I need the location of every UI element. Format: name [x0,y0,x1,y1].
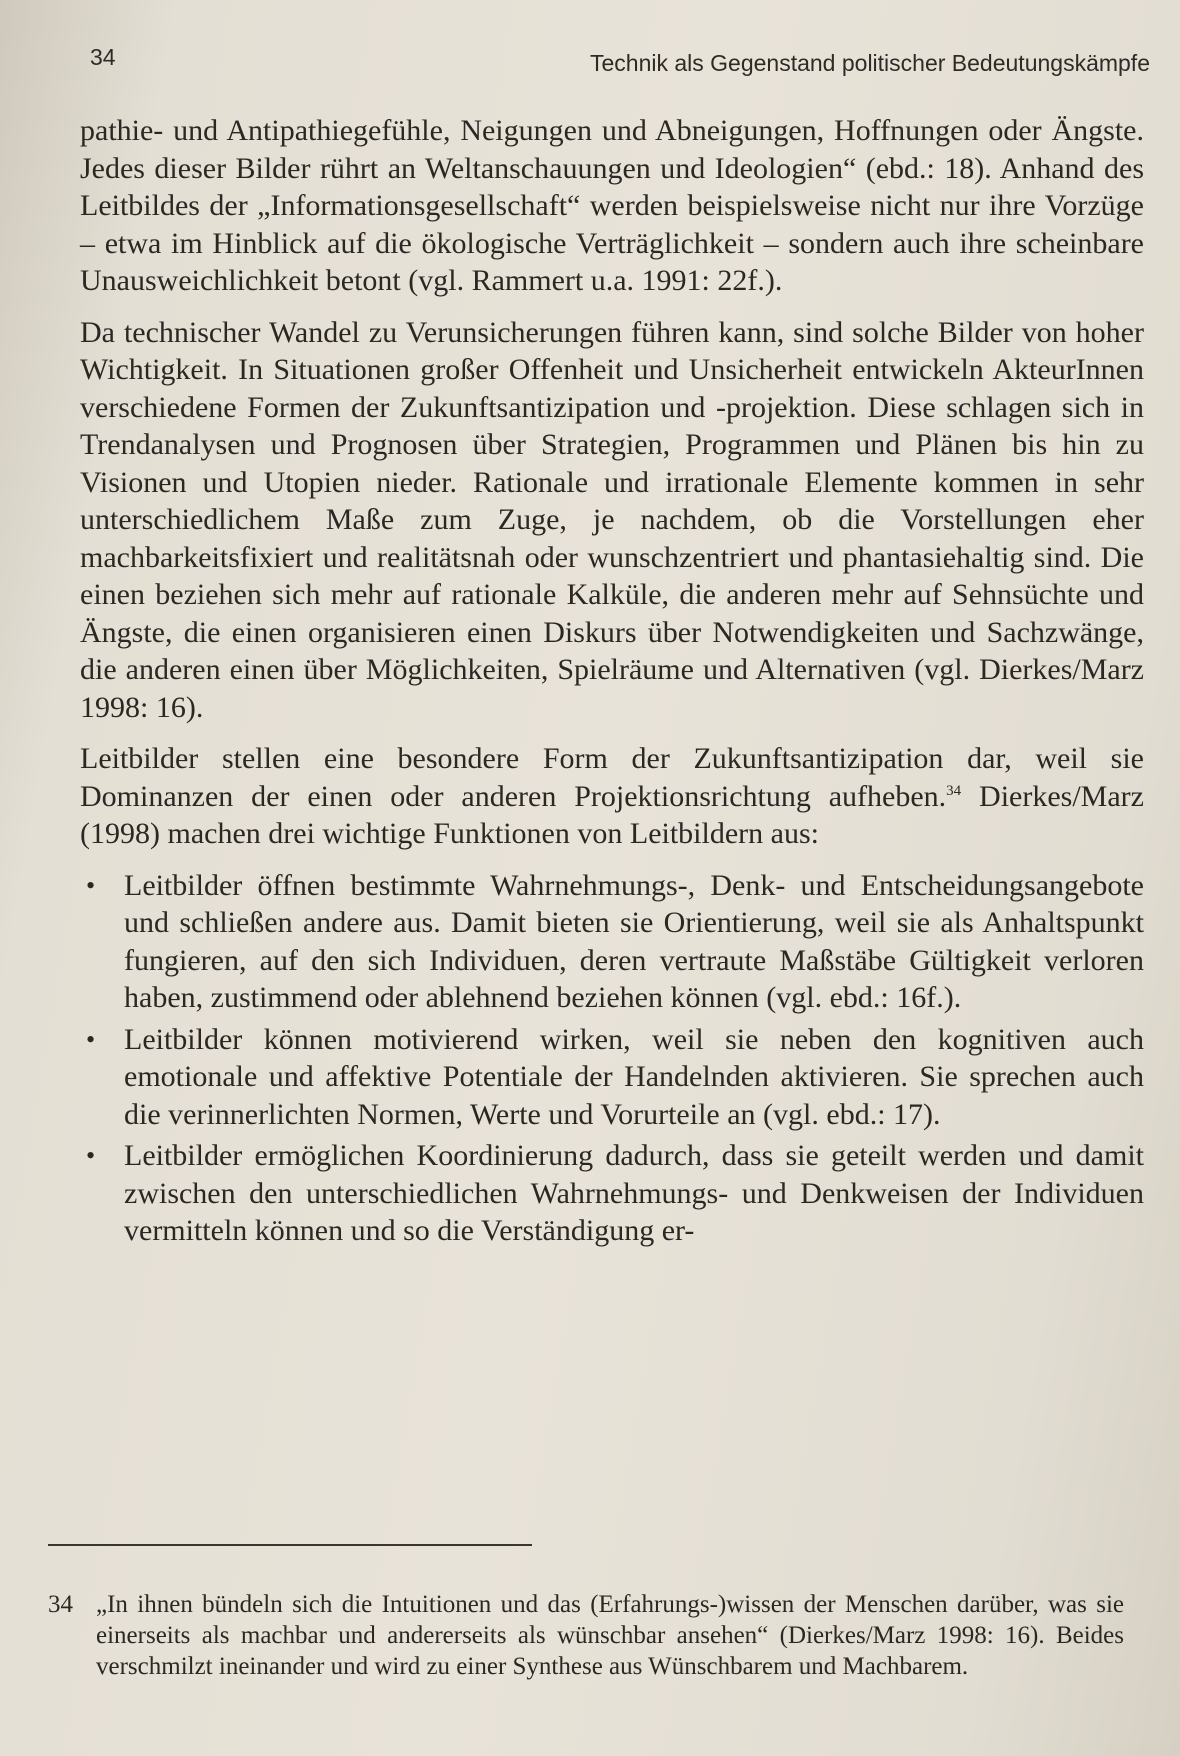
list-item-text: Leitbilder öffnen bestimmte Wahrnehmungs-, Denk- und Entscheidungsangebote und schließen andere aus. Damit bieten sie Orientierung, weil sie als Anhaltspunkt fungieren, auf den sich Individuen, deren vertraute Maßstäbe Gültigkeit verloren haben, zustimmend oder ablehnend beziehen können (vgl. ebd.: 16f.). [124,868,1144,1014]
bullet-icon: • [86,1024,96,1054]
list-item-text: Leitbilder können motivierend wirken, weil sie neben den kognitiven auch emotionale und affektive Potentiale der Handelnden aktivieren. Sie sprechen auch die verinnerlichten Normen, Werte und Vorurteile an (vgl. ebd.: 17). [124,1022,1144,1131]
list-item [80,1137,1144,1250]
footnote-divider [48,1544,532,1546]
footnote-number: 34 [48,1591,73,1618]
paragraph-3-text-continued: Dierkes/Marz (1998) machen drei wichtige Funktionen von Leitbildern aus: [80,779,1144,850]
bullet-icon: • [86,870,96,900]
main-text [80,112,1144,1254]
list-item-text: Leitbilder ermöglichen Koordinierung dadurch, dass sie geteilt werden und damit zwischen den unterschiedlichen Wahrnehmungs- und Denkweisen der Individuen vermitteln können und so die Verständigung er- [124,1139,1144,1247]
list-item [80,1021,1144,1134]
running-title: Technik als Gegenstand politischer Bedeutungskämpfe [589,50,1150,76]
leitbild-functions-list [80,867,1144,1250]
paragraph-3-text: Leitbilder stellen eine besondere Form der Zukunftsantizipation dar, weil sie Dominanzen der einen oder anderen Projektionsrichtung aufheben. [80,742,1144,813]
page-number: 34 [90,44,116,70]
footnote-reference[interactable]: 34 [946,782,962,799]
paragraph-2: Da technischer Wandel zu Verunsicherungen führen kann, sind solche Bilder von hoher Wichtigkeit. In Situationen großer Offenheit und Unsicherheit entwickeln AkteurInnen verschiedene Formen der Zukunftsantizipation und -projektion. Diese schlagen sich in Trendanalysen und Prognosen über Strategien, Programmen und Plänen bis hin zu Visionen und Utopien nieder. Rationale und irrationale Elemente kommen in sehr unterschiedlichem Maße zum Zuge, je nachdem, ob die Vorstellungen eher machbarkeitsfixiert und realitätsnah oder wunschzentriert und phantasiehaltig sind. Die einen beziehen sich mehr auf rationale Kalküle, die anderen mehr auf Sehnsüchte und Ängste, die einen organisieren einen Diskurs über Notwendigkeiten und Sachzwänge, die anderen einen über Möglichkeiten, Spielräume und Alternativen (vgl. Dierkes/Marz 1998: 16). [80,315,1144,724]
page-header [90,44,1150,84]
list-item [80,867,1144,1017]
footnote-text: „In ihnen bündeln sich die Intuitionen und das (Erfahrungs-)wissen der Menschen darüber, was sie einerseits als machbar und andererseits als wünschbar ansehen“ (Dierkes/Marz 1998: 16). Beides verschmilzt ineinander und wird zu einer Synthese aus Wünschbarem und Machbarem. [96,1591,1124,1680]
paragraph-3 [80,740,1144,853]
footnote [48,1589,1124,1682]
paragraph-1: pathie- und Antipathiegefühle, Neigungen und Abneigungen, Hoffnungen oder Ängste. Jedes dieser Bilder rührt an Weltanschauungen und Ideologien“ (ebd.: 18). Anhand des Leitbildes der „Informationsgesellschaft“ werden beispielsweise nicht nur ihre Vorzüge – etwa im Hinblick auf die ökologische Verträglichkeit – sondern auch ihre scheinbare Unausweichlichkeit betont (vgl. Rammert u.a. 1991: 22f.). [80,114,1144,297]
bullet-icon: • [86,1141,96,1170]
